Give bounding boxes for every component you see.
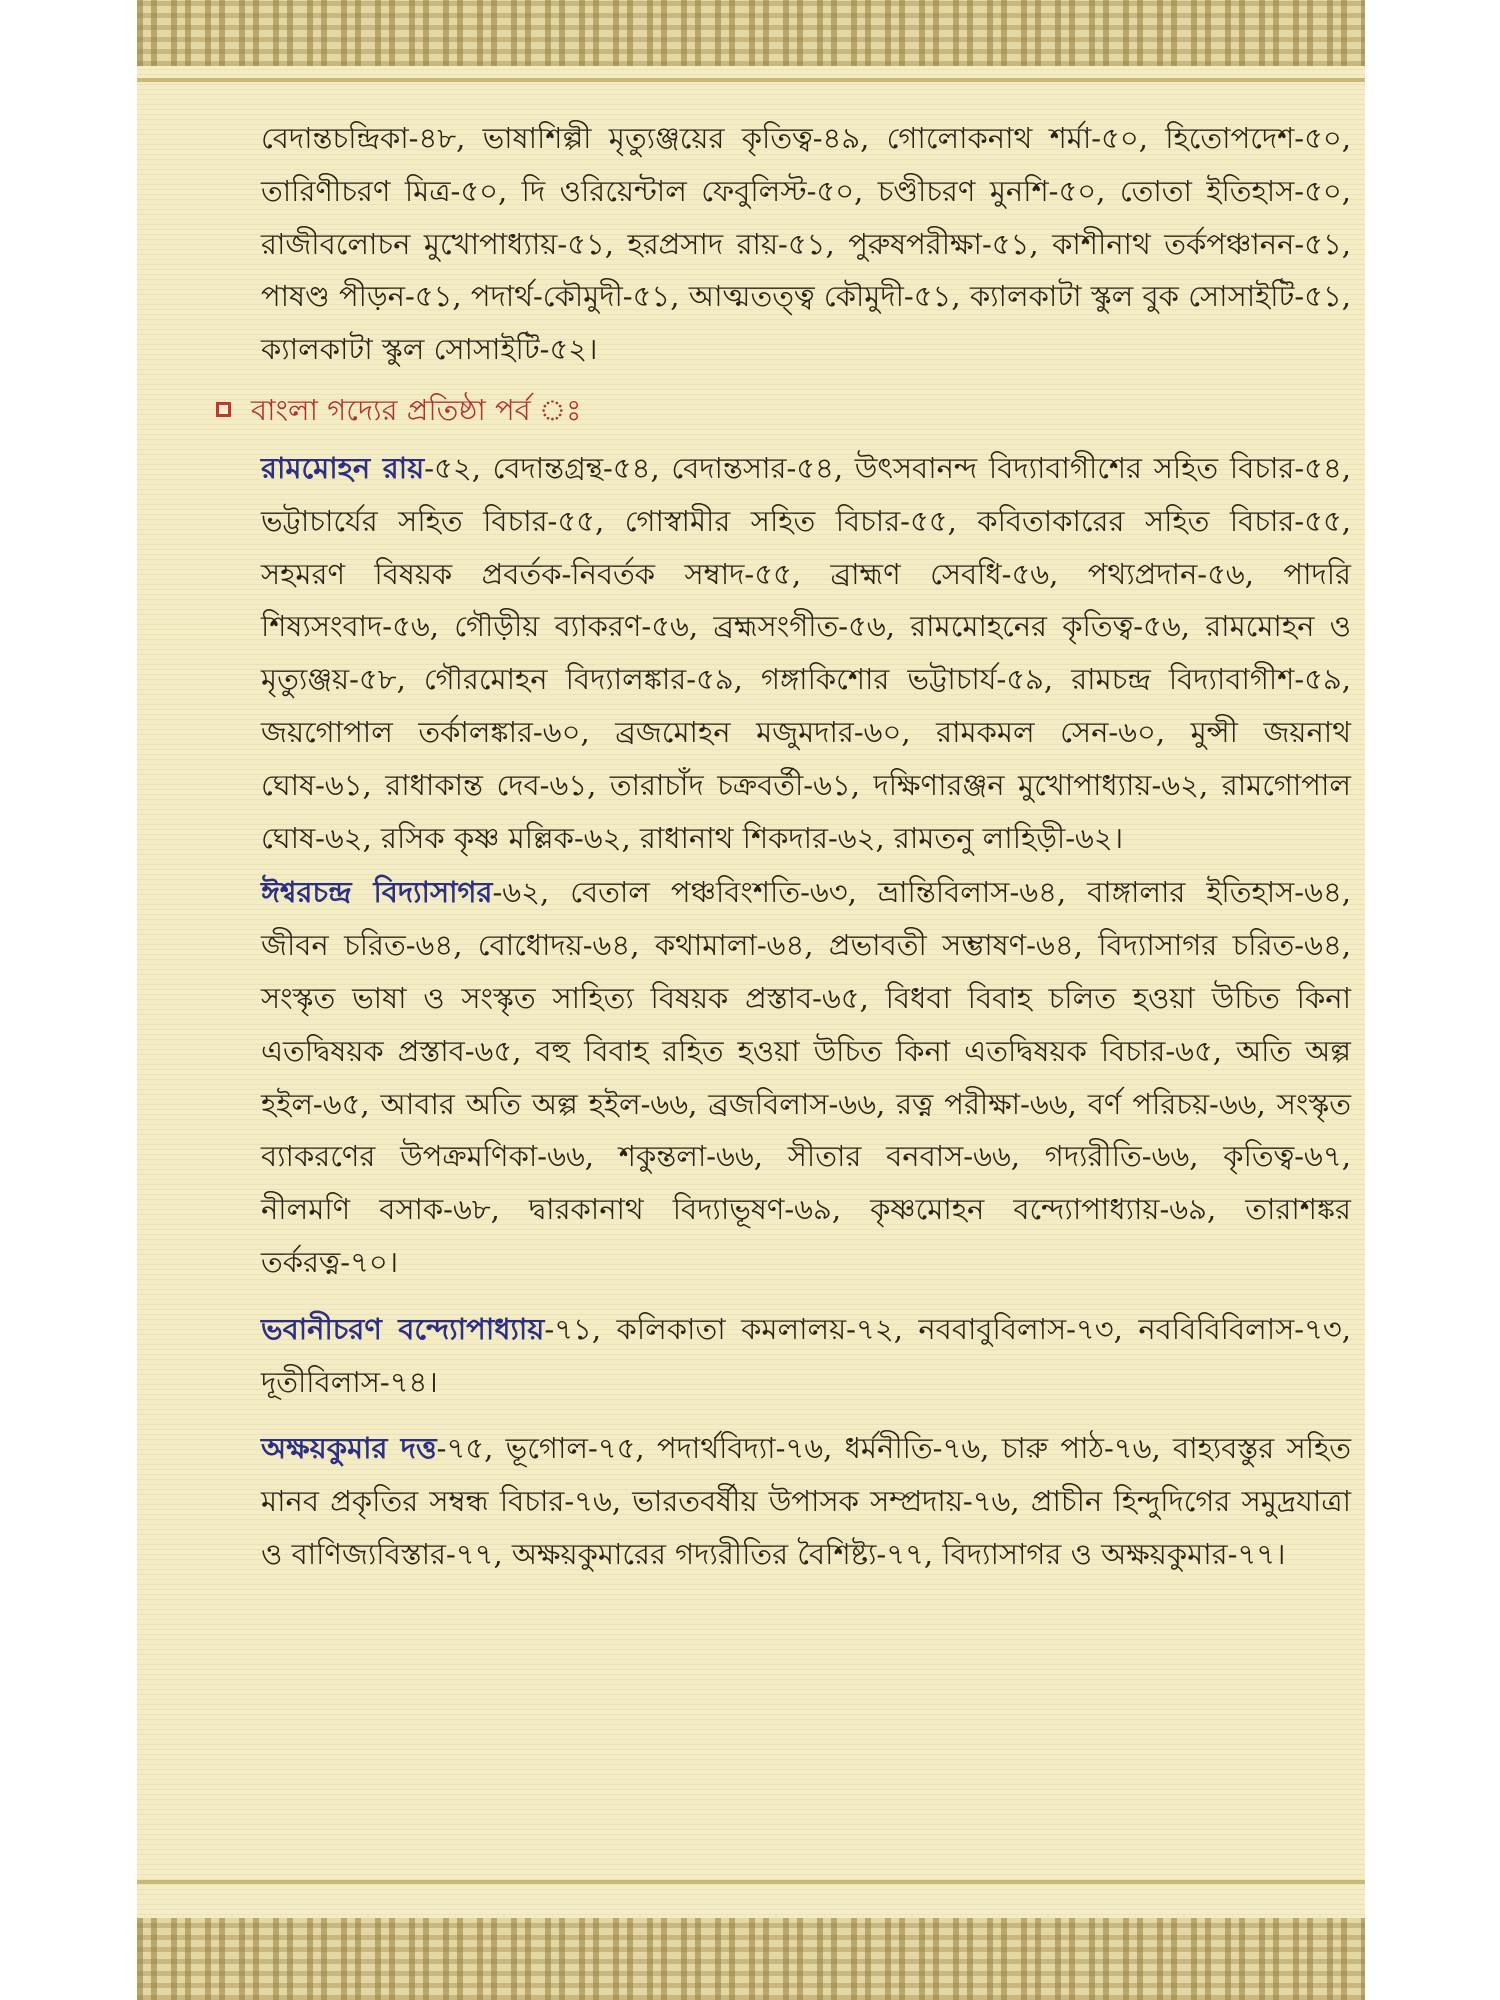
page-content — [251, 112, 1351, 1581]
section-heading-text: বাংলা গদ্যের প্রতিষ্ঠা পর্ব ঃ — [251, 392, 582, 427]
square-bullet-icon — [216, 402, 231, 417]
index-entry — [261, 442, 1351, 864]
section-heading — [216, 384, 1351, 436]
entry-name: ভবানীচরণ বন্দ্যোপাধ্যায় — [261, 1311, 545, 1346]
index-entry — [261, 1303, 1351, 1409]
intro-paragraph: বেদান্তচন্দ্রিকা-৪৮, ভাষাশিল্পী মৃত্যুঞ্জয়ের কৃতিত্ব-৪৯, গোলোকনাথ শর্মা-৫০, হিতোপদেশ-৫০, তারিণীচরণ মিত্র-৫০, দি ওরিয়েন্টাল ফেবুলিস্ট-৫০, চণ্ডীচরণ মুনশি-৫০, তোতা ইতিহাস-৫০, রাজীবলোচন মুখোপাধ্যায়-৫১, হরপ্রসাদ রায়-৫১, পুরুষপরীক্ষা-৫১, কাশীনাথ তর্কপঞ্চানন-৫১, পাষণ্ড পীড়ন-৫১, পদার্থ-কৌমুদী-৫১, আত্মতত্ত্ব কৌমুদী-৫১, ক্যালকাটা স্কুল বুক সোসাইটি-৫১, ক্যালকাটা স্কুল সোসাইটি-৫২। — [261, 121, 1351, 367]
divider-bottom — [137, 1880, 1365, 1884]
entry-name: অক্ষয়কুমার দত্ত — [261, 1431, 437, 1466]
entry-text: -৭৫, ভূগোল-৭৫, পদার্থবিদ্যা-৭৬, ধর্মনীতি-৭৬, চারু পাঠ-৭৬, বাহ্যবস্তুর সহিত মানব প্রকৃতির সম্বন্ধ বিচার-৭৬, ভারতবর্ষীয় উপাসক সম্প্রদায়-৭৬, প্রাচীন হিন্দুদিগের সমুদ্রযাত্রা ও বাণিজ্যবিস্তার-৭৭, অক্ষয়কুমারের গদ্যরীতির বৈশিষ্ট্য-৭৭, বিদ্যাসাগর ও অক্ষয়কুমার-৭৭। — [261, 1431, 1351, 1571]
decorative-border-top — [137, 0, 1365, 66]
entry-name: রামমোহন রায় — [261, 450, 425, 485]
decorative-border-bottom — [137, 1918, 1365, 2000]
index-entry — [261, 866, 1351, 1288]
book-page — [137, 0, 1365, 2000]
entry-text: -৫২, বেদান্তগ্রন্থ-৫৪, বেদান্তসার-৫৪, উৎসবানন্দ বিদ্যাবাগীশের সহিত বিচার-৫৪, ভট্টাচার্যের সহিত বিচার-৫৫, গোস্বামীর সহিত বিচার-৫৫, কবিতাকারের সহিত বিচার-৫৫, সহমরণ বিষয়ক প্রবর্তক-নিবর্তক সম্বাদ-৫৫, ব্রাহ্মণ সেবধি-৫৬, পথ্যপ্রদান-৫৬, পাদরি শিষ্যসংবাদ-৫৬, গৌড়ীয় ব্যাকরণ-৫৬, ব্রহ্মসংগীত-৫৬, রামমোহনের কৃতিত্ব-৫৬, রামমোহন ও মৃত্যুঞ্জয়-৫৮, গৌরমোহন বিদ্যালঙ্কার-৫৯, গঙ্গাকিশোর ভট্টাচার্য-৫৯, রামচন্দ্র বিদ্যাবাগীশ-৫৯, জয়গোপাল তর্কালঙ্কার-৬০, ব্রজমোহন মজুমদার-৬০, রামকমল সেন-৬০, মুন্সী জয়নাথ ঘোষ-৬১, রাধাকান্ত দেব-৬১, তারাচাঁদ চক্রবর্তী-৬১, দক্ষিণারঞ্জন মুখোপাধ্যায়-৬২, রামগোপাল ঘোষ-৬২, রসিক কৃষ্ণ মল্লিক-৬২, রাধানাথ শিকদার-৬২, রামতনু লাহিড়ী-৬২। — [261, 450, 1351, 855]
entry-text: -৭১, কলিকাতা কমলালয়-৭২, নববাবুবিলাস-৭৩, নববিবিবিলাস-৭৩, দূতীবিলাস-৭৪। — [261, 1311, 1351, 1399]
index-entry — [261, 1422, 1351, 1580]
divider-top — [137, 78, 1365, 82]
entry-text: -৬২, বেতাল পঞ্চবিংশতি-৬৩, ভ্রান্তিবিলাস-৬৪, বাঙ্গালার ইতিহাস-৬৪, জীবন চরিত-৬৪, বোধোদয়-৬৪, কথামালা-৬৪, প্রভাবতী সম্ভাষণ-৬৪, বিদ্যাসাগর চরিত-৬৪, সংস্কৃত ভাষা ও সংস্কৃত সাহিত্য বিষয়ক প্রস্তাব-৬৫, বিধবা বিবাহ চলিত হওয়া উচিত কিনা এতদ্বিষয়ক প্রস্তাব-৬৫, বহু বিবাহ রহিত হওয়া উচিত কিনা এতদ্বিষয়ক বিচার-৬৫, অতি অল্প হইল-৬৫, আবার অতি অল্প হইল-৬৬, ব্রজবিলাস-৬৬, রত্ন পরীক্ষা-৬৬, বর্ণ পরিচয়-৬৬, সংস্কৃত ব্যাকরণের উপক্রমণিকা-৬৬, শকুন্তলা-৬৬, সীতার বনবাস-৬৬, গদ্যরীতি-৬৬, কৃতিত্ব-৬৭, নীলমণি বসাক-৬৮, দ্বারকানাথ বিদ্যাভূষণ-৬৯, কৃষ্ণমোহন বন্দ্যোপাধ্যায়-৬৯, তারাশঙ্কর তর্করত্ন-৭০। — [261, 875, 1351, 1279]
entry-name: ঈশ্বরচন্দ্র বিদ্যাসাগর — [261, 875, 493, 910]
